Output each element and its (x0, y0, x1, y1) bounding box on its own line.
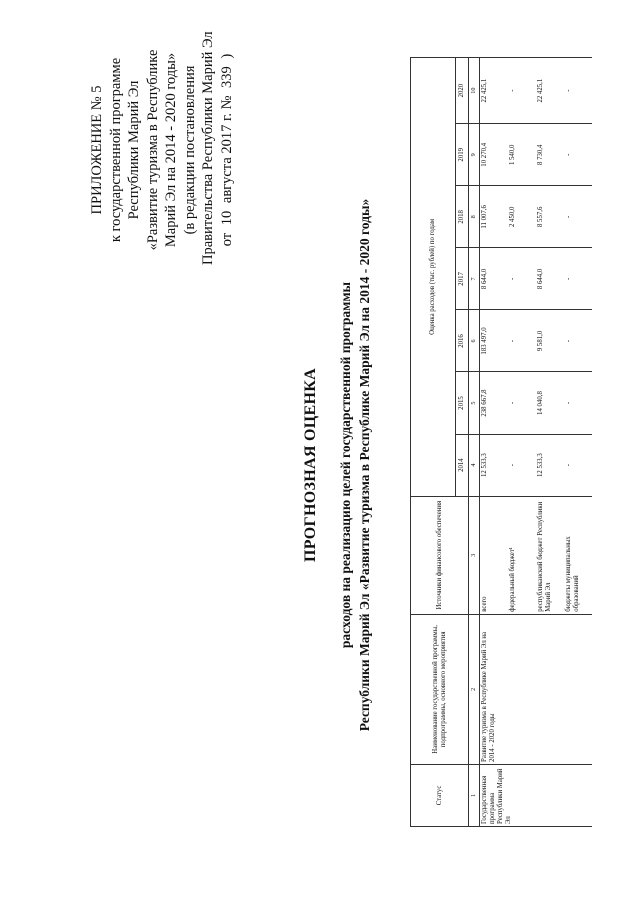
header-year: 2017 (456, 248, 469, 310)
document-subtitle-1: расходов на реализацию целей государственной программы (338, 281, 353, 649)
cell-value: 8 644,0 (536, 248, 564, 310)
column-number: 9 (469, 124, 480, 186)
cell-value: 2 450,0 (508, 186, 536, 248)
column-number: 10 (469, 58, 480, 124)
appendix-line: Правительства Республики Марий Эл (200, 31, 216, 265)
cell-value: 8 730,4 (536, 124, 564, 186)
cell-value: - (508, 248, 536, 310)
cell-value: - (564, 372, 592, 434)
appendix-line: «Развитие туризма в Республике (144, 49, 161, 251)
column-number: 4 (469, 434, 480, 496)
document-subtitle-2: Республики Марий Эл «Развитие туризма в Республике Марий Эл на 2014 - 2020 годы» (357, 198, 372, 732)
date-rest: августа 2017 г. № (218, 95, 235, 204)
cell-program-name: Развитие туризма в Республике Марий Эл на 2014 - 2020 годы (480, 614, 593, 764)
cell-value: 10 270,4 (480, 124, 509, 186)
cell-value: 9 581,0 (536, 310, 564, 372)
header-year: 2016 (456, 310, 469, 372)
header-estimate: Оценка расходов (тыс. рублей) по годам (411, 58, 456, 497)
cell-value: 1 540,0 (508, 124, 536, 186)
cell-value: - (564, 58, 592, 124)
cell-value: - (564, 186, 592, 248)
cell-value: - (564, 248, 592, 310)
cell-status: Государственная программа Республики Марий Эл (480, 764, 593, 826)
header-name: Наименование государственной программы, подпрограммы, основного мероприятия (411, 614, 469, 764)
appendix-line: к государственной программе (107, 57, 124, 243)
cell-value: 11 007,6 (480, 186, 509, 248)
appendix-line: (в редакции постановления (181, 65, 198, 235)
cell-source: федеральный бюджет¹ (508, 496, 536, 614)
table-row (480, 58, 509, 827)
cell-value: 238 667,8 (480, 372, 509, 434)
column-number: 5 (469, 372, 480, 434)
column-number: 6 (469, 310, 480, 372)
cell-value: 183 497,0 (480, 310, 509, 372)
cell-value: - (564, 124, 592, 186)
cell-source: всего (480, 496, 509, 614)
expense-estimate-table (410, 57, 592, 827)
cell-value: 8 644,0 (480, 248, 509, 310)
cell-value: - (564, 310, 592, 372)
date-number: 339 (218, 66, 235, 88)
header-year: 2014 (456, 434, 469, 496)
cell-source: республиканский бюджет Республики Марий Эл (536, 496, 564, 614)
date-prefix: от (218, 232, 235, 247)
cell-value: - (564, 434, 592, 496)
header-year: 2015 (456, 372, 469, 434)
appendix-block (88, 31, 236, 265)
header-status: Статус (411, 764, 469, 826)
appendix-line: Марий Эл на 2014 - 2020 годы» (163, 52, 179, 248)
column-number: 1 (469, 764, 480, 826)
cell-value: 12 533,3 (480, 434, 509, 496)
cell-value: - (508, 434, 536, 496)
document-title: ПРОГНОЗНАЯ ОЦЕНКА (302, 368, 319, 562)
appendix-line: Республики Марий Эл (126, 80, 142, 220)
column-number: 7 (469, 248, 480, 310)
cell-value: 22 425,1 (480, 58, 509, 124)
cell-value: - (508, 58, 536, 124)
date-day: 10 (218, 210, 235, 226)
header-year: 2018 (456, 186, 469, 248)
cell-value: 8 557,6 (536, 186, 564, 248)
appendix-date-line (218, 35, 237, 265)
cell-value: 12 533,3 (536, 434, 564, 496)
column-number: 3 (469, 496, 480, 614)
cell-value: 14 040,8 (536, 372, 564, 434)
appendix-line: ПРИЛОЖЕНИЕ № 5 (89, 85, 105, 215)
header-year: 2020 (456, 58, 469, 124)
header-year: 2019 (456, 124, 469, 186)
column-number: 2 (469, 614, 480, 764)
cell-source: бюджеты муниципальных образований (564, 496, 592, 614)
date-close: ) (218, 53, 235, 59)
header-source: Источники финансового обеспечения (411, 496, 469, 614)
cell-value: 22 425,1 (536, 58, 564, 124)
cell-value: - (508, 310, 536, 372)
cell-value: - (508, 372, 536, 434)
document-heading (300, 165, 374, 765)
column-number: 8 (469, 186, 480, 248)
